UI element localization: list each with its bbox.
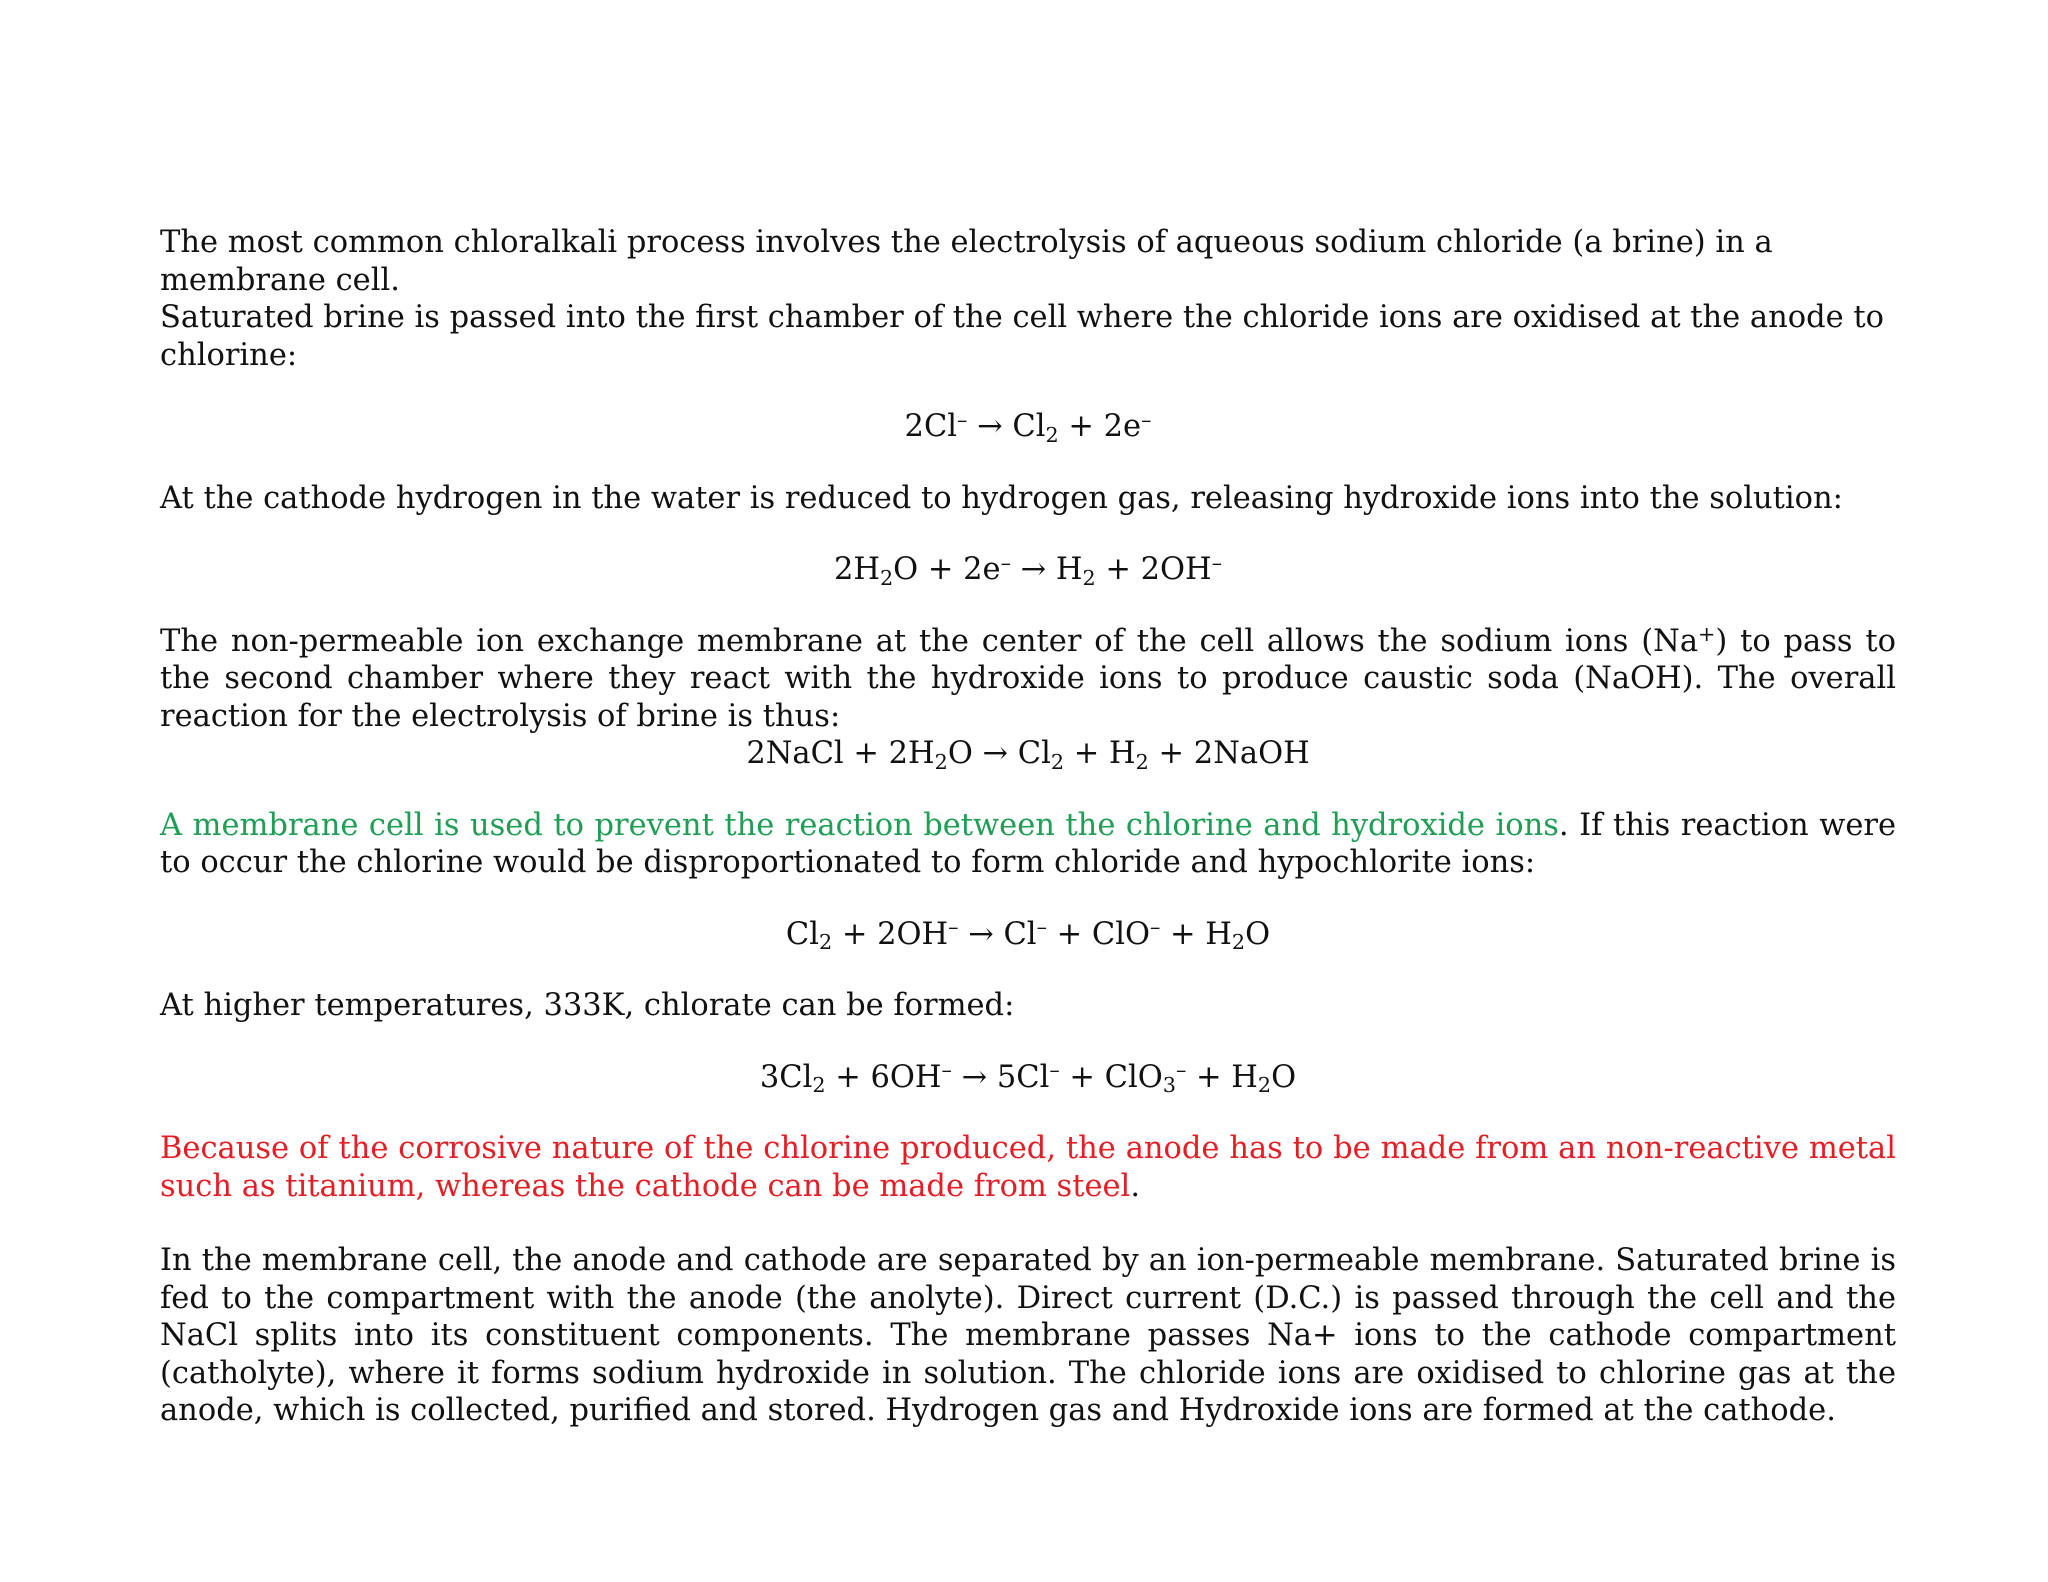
document-page xyxy=(160,224,1896,1430)
equation-chlorate: $3Cl_2 + 6OH^- \to 5Cl^- + ClO_3^- + H_2O$ xyxy=(759,1058,1297,1098)
paragraph-chloralkali-intro xyxy=(160,224,1896,374)
paragraph-cathode: At the cathode hydrogen in the water is reduced to hydrogen gas, releasing hydroxide ions into the solution: xyxy=(160,480,1843,516)
paragraph-membrane: The non-permeable ion exchange membrane at the center of the cell allows the sodium ions (Na+) to pass to the second chamber where they react with the hydroxide ions to produce caustic soda (NaOH). The overall reaction for the electrolysis of brine is thus: xyxy=(160,622,1896,734)
intro-line-1: The most common chloralkali process involves the electrolysis of aqueous sodium chloride (a brine) in a membrane cell. xyxy=(160,225,1773,298)
equation-overall: 2NaCl + $2H_2O \to Cl_2 + H_2$ + 2NaOH xyxy=(746,736,1310,774)
paragraph-disproportionation: A membrane cell is used to prevent the reaction between the chlorine and hydroxide ions. If this reaction were to occur the chlorine would be disproportionated to form chloride and hypochlorite ions: xyxy=(160,807,1896,880)
intro-line-2: Saturated brine is passed into the first chamber of the cell where the chloride ions are oxidised at the anode to chlorine: xyxy=(160,300,1884,373)
paragraph-chlorate: At higher temperatures, 333K, chlorate can be formed: xyxy=(160,988,1015,1023)
equation-anode: $2Cl^- \to Cl_2 + 2e^-$ xyxy=(904,407,1152,447)
highlight-red: Because of the corrosive nature of the chlorine produced, the anode has to be made from an non-reactive metal such as titanium, whereas the cathode can be made from steel xyxy=(160,1131,1896,1204)
equation-hypochlorite: $Cl_2 + 2OH^- \to Cl^- + ClO^- + H_2O$ xyxy=(785,915,1271,955)
equation-cathode: $2H_2O + 2e^- \to H_2 + 2OH^-$ xyxy=(833,550,1223,590)
paragraph-electrodes: Because of the corrosive nature of the chlorine produced, the anode has to be made from an non-reactive metal such as titanium, whereas the cathode can be made from steel. xyxy=(160,1131,1896,1204)
highlight-green: A membrane cell is used to prevent the reaction between the chlorine and hydroxide ions xyxy=(160,807,1559,843)
paragraph-membrane-cell: In the membrane cell, the anode and cathode are separated by an ion-permeable membrane. Saturated brine is fed to the compartment with the anode (the anolyte). Direct current (D.C.) is passed through the cell and the NaCl splits into its constituent components. The membrane passes Na+ ions to the cathode compartment (catholyte), where it forms sodium hydroxide in solution. The chloride ions are oxidised to chlorine gas at the anode, which is collected, purified and stored. Hydrogen gas and Hydroxide ions are formed at the cathode. xyxy=(160,1243,1896,1428)
